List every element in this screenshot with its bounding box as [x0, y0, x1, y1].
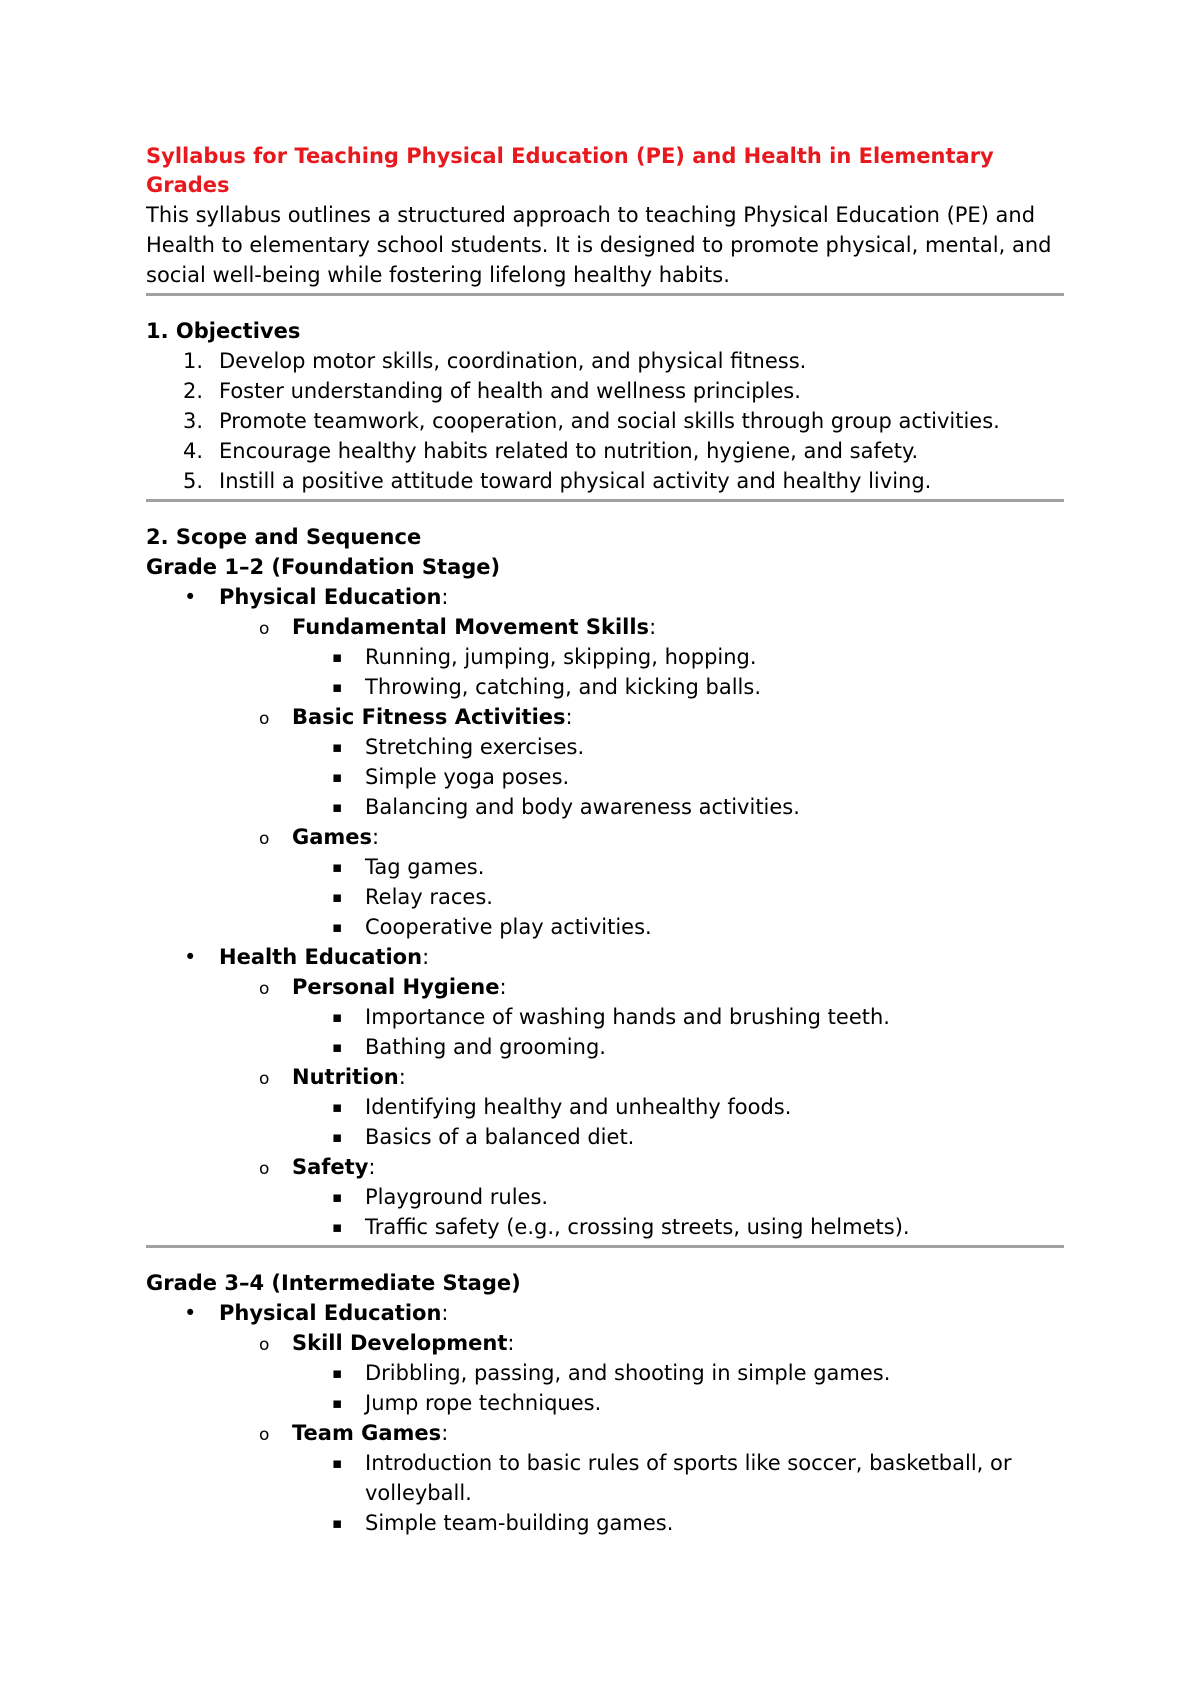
square-bullet-icon: ▪ — [332, 1218, 343, 1236]
square-bullet-icon: ▪ — [332, 918, 343, 936]
square-bullet-icon: ▪ — [332, 678, 343, 696]
list-text: Playground rules. — [365, 1185, 549, 1209]
colon: : — [398, 1065, 406, 1089]
list-number: 3. — [183, 409, 204, 433]
intro-paragraph: This syllabus outlines a structured approach to teaching Physical Education (PE) and Health to elementary school students. It is designed to promote physical, mental, and social well-being while fostering lifelong healthy habits. — [146, 203, 1052, 287]
circle-bullet-icon: o — [259, 1425, 270, 1445]
square-bullet-icon: ▪ — [332, 1394, 343, 1412]
list-item — [219, 1328, 1064, 1418]
list-text: Introduction to basic rules of sports like soccer, basketball, or volleyball. — [365, 1451, 1012, 1505]
document-title: Syllabus for Teaching Physical Education (PE) and Health in Elementary Grades — [146, 144, 994, 197]
objectives-list — [146, 346, 1064, 496]
colon: : — [372, 825, 380, 849]
list-item — [219, 822, 1064, 942]
square-bullet-icon: ▪ — [332, 738, 343, 756]
colon: : — [441, 1301, 449, 1325]
list-item — [146, 466, 1064, 496]
horizontal-rule — [146, 499, 1064, 502]
list-text: Simple team-building games. — [365, 1511, 674, 1535]
list-text: Tag games. — [365, 855, 485, 879]
list-item — [146, 582, 1064, 942]
list-text: Throwing, catching, and kicking balls. — [365, 675, 762, 699]
colon: : — [422, 945, 430, 969]
list-label: Physical Education — [219, 1301, 442, 1325]
list-text: Cooperative play activities. — [365, 915, 652, 939]
circle-bullet-icon: o — [259, 1159, 270, 1179]
list-number: 4. — [183, 439, 204, 463]
list-label: Nutrition — [292, 1065, 399, 1089]
list-item — [292, 1122, 1064, 1152]
list-text: Importance of washing hands and brushing teeth. — [365, 1005, 890, 1029]
list-label: Fundamental Movement Skills — [292, 615, 650, 639]
bullet-icon: • — [184, 945, 197, 969]
list-item — [292, 642, 1064, 672]
list-item — [292, 792, 1064, 822]
list-label: Personal Hygiene — [292, 975, 500, 999]
list-item — [146, 436, 1064, 466]
grade-3-4-heading: Grade 3–4 (Intermediate Stage) — [146, 1271, 521, 1295]
list-text: Simple yoga poses. — [365, 765, 570, 789]
list-text: Stretching exercises. — [365, 735, 585, 759]
list-number: 5. — [183, 469, 204, 493]
square-bullet-icon: ▪ — [332, 1098, 343, 1116]
colon: : — [368, 1155, 376, 1179]
list-label: Basic Fitness Activities — [292, 705, 566, 729]
square-bullet-icon: ▪ — [332, 1128, 343, 1146]
list-item — [292, 1448, 1064, 1508]
list-text: Instill a positive attitude toward physical activity and healthy living. — [219, 469, 932, 493]
list-number: 2. — [183, 379, 204, 403]
colon: : — [649, 615, 657, 639]
list-text: Dribbling, passing, and shooting in simple games. — [365, 1361, 891, 1385]
list-text: Develop motor skills, coordination, and physical fitness. — [219, 349, 807, 373]
grade-3-4-list — [146, 1298, 1064, 1538]
list-item — [146, 1298, 1064, 1538]
square-bullet-icon: ▪ — [332, 1188, 343, 1206]
list-item — [292, 1182, 1064, 1212]
colon: : — [441, 585, 449, 609]
square-bullet-icon: ▪ — [332, 1364, 343, 1382]
grade-1-2-heading: Grade 1–2 (Foundation Stage) — [146, 555, 501, 579]
list-number: 1. — [183, 349, 204, 373]
circle-bullet-icon: o — [259, 979, 270, 999]
list-item — [219, 1062, 1064, 1152]
list-item — [292, 672, 1064, 702]
horizontal-rule — [146, 1245, 1064, 1248]
square-bullet-icon: ▪ — [332, 1454, 343, 1472]
list-text: Traffic safety (e.g., crossing streets, using helmets). — [365, 1215, 910, 1239]
square-bullet-icon: ▪ — [332, 1008, 343, 1026]
list-item — [292, 732, 1064, 762]
list-item — [292, 1212, 1064, 1242]
list-item — [292, 1508, 1064, 1538]
circle-bullet-icon: o — [259, 829, 270, 849]
square-bullet-icon: ▪ — [332, 858, 343, 876]
circle-bullet-icon: o — [259, 1335, 270, 1355]
list-text: Foster understanding of health and wellness principles. — [219, 379, 801, 403]
list-text: Relay races. — [365, 885, 493, 909]
list-text: Running, jumping, skipping, hopping. — [365, 645, 757, 669]
list-text: Basics of a balanced diet. — [365, 1125, 635, 1149]
list-item — [219, 972, 1064, 1062]
list-text: Encourage healthy habits related to nutrition, hygiene, and safety. — [219, 439, 919, 463]
list-item — [292, 1388, 1064, 1418]
list-label: Safety — [292, 1155, 369, 1179]
list-label: Skill Development — [292, 1331, 508, 1355]
colon: : — [507, 1331, 515, 1355]
list-text: Promote teamwork, cooperation, and social skills through group activities. — [219, 409, 1000, 433]
list-item — [146, 346, 1064, 376]
bullet-icon: • — [184, 1301, 197, 1325]
list-item — [292, 1358, 1064, 1388]
list-item — [292, 912, 1064, 942]
list-label: Team Games — [292, 1421, 442, 1445]
list-label: Games — [292, 825, 373, 849]
scope-heading: 2. Scope and Sequence — [146, 525, 422, 549]
list-item — [219, 1418, 1064, 1538]
list-text: Balancing and body awareness activities. — [365, 795, 800, 819]
square-bullet-icon: ▪ — [332, 888, 343, 906]
square-bullet-icon: ▪ — [332, 648, 343, 666]
horizontal-rule — [146, 293, 1064, 296]
colon: : — [441, 1421, 449, 1445]
list-text: Bathing and grooming. — [365, 1035, 606, 1059]
list-item — [146, 406, 1064, 436]
list-item — [219, 612, 1064, 702]
circle-bullet-icon: o — [259, 709, 270, 729]
list-text: Identifying healthy and unhealthy foods. — [365, 1095, 792, 1119]
grade-1-2-list — [146, 582, 1064, 1242]
circle-bullet-icon: o — [259, 1069, 270, 1089]
circle-bullet-icon: o — [259, 619, 270, 639]
colon: : — [565, 705, 573, 729]
list-item — [219, 1152, 1064, 1242]
list-item — [292, 762, 1064, 792]
bullet-icon: • — [184, 585, 197, 609]
colon: : — [499, 975, 507, 999]
document-page — [146, 142, 1064, 1538]
list-item — [292, 882, 1064, 912]
list-label: Health Education — [219, 945, 423, 969]
square-bullet-icon: ▪ — [332, 768, 343, 786]
list-label: Physical Education — [219, 585, 442, 609]
list-item — [219, 702, 1064, 822]
list-item — [146, 376, 1064, 406]
square-bullet-icon: ▪ — [332, 1514, 343, 1532]
list-item — [292, 852, 1064, 882]
square-bullet-icon: ▪ — [332, 798, 343, 816]
objectives-heading: 1. Objectives — [146, 319, 301, 343]
list-item — [292, 1032, 1064, 1062]
list-item — [292, 1092, 1064, 1122]
square-bullet-icon: ▪ — [332, 1038, 343, 1056]
list-item — [146, 942, 1064, 1242]
list-item — [292, 1002, 1064, 1032]
list-text: Jump rope techniques. — [365, 1391, 602, 1415]
